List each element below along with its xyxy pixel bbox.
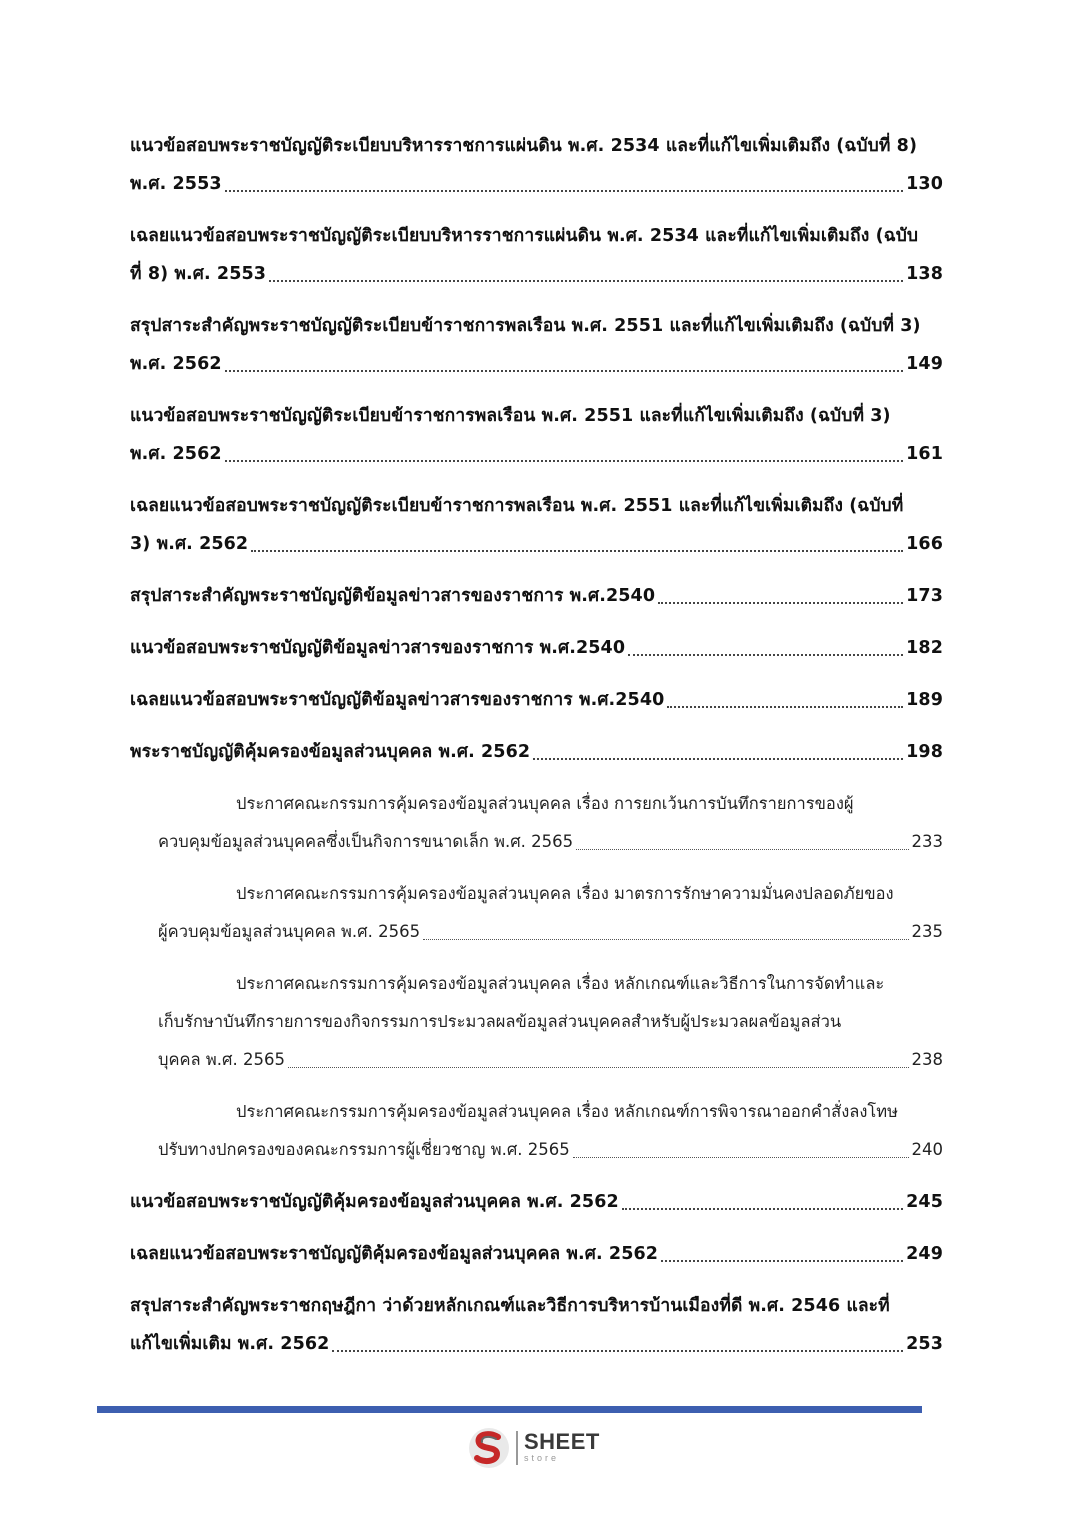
toc-entry-line (158, 1093, 943, 1131)
toc-entry-title: เก็บรักษาบันทึกรายการของกิจกรรมการประมวลผลข้อมูลส่วนบุคคลสำหรับผู้ประมวลผลข้อมูลส่วน (158, 1012, 842, 1031)
toc-entry[interactable] (130, 1183, 943, 1221)
toc-page-number: 130 (906, 174, 943, 194)
toc-entry-line (130, 127, 943, 165)
toc-entry-title: เฉลยแนวข้อสอบพระราชบัญญัติระเบียบข้าราชการพลเรือน พ.ศ. 2551 และที่แก้ไขเพิ่มเติมถึง (ฉบับที่ (130, 496, 904, 516)
toc-entry-title: พ.ศ. 2553 (130, 174, 222, 194)
toc-page-number: 245 (906, 1192, 943, 1212)
toc-leader-dots (622, 1208, 903, 1210)
toc-entry-line (130, 525, 943, 563)
toc-entry-line (158, 875, 943, 913)
toc-entry-line (130, 435, 943, 473)
toc-entry-line (130, 217, 943, 255)
toc-page-number: 189 (906, 690, 943, 710)
sheet-store-s-icon (466, 1425, 512, 1471)
toc-entry-line (130, 397, 943, 435)
toc-entry-title: พระราชบัญญัติคุ้มครองข้อมูลส่วนบุคคล พ.ศ. 2562 (130, 742, 531, 762)
logo-subtext: store (524, 1453, 560, 1463)
toc-entry-title: ประกาศคณะกรรมการคุ้มครองข้อมูลส่วนบุคคล เรื่อง มาตรการรักษาความมั่นคงปลอดภัยของ (236, 884, 894, 903)
toc-entry-line (158, 1041, 943, 1079)
toc-entry[interactable] (130, 307, 943, 383)
toc-entry[interactable] (130, 397, 943, 473)
toc-entry-title: ประกาศคณะกรรมการคุ้มครองข้อมูลส่วนบุคคล เรื่อง การยกเว้นการบันทึกรายการของผู้ (236, 794, 854, 813)
toc-leader-dots (576, 849, 908, 850)
toc-page-number: 166 (906, 534, 943, 554)
toc-page-number: 235 (911, 922, 943, 941)
toc-entry-title: เฉลยแนวข้อสอบพระราชบัญญัติระเบียบบริหารราชการแผ่นดิน พ.ศ. 2534 และที่แก้ไขเพิ่มเติมถึง (ฉบับ (130, 226, 919, 246)
toc-entry-title: แนวข้อสอบพระราชบัญญัติระเบียบบริหารราชการแผ่นดิน พ.ศ. 2534 และที่แก้ไขเพิ่มเติมถึง (ฉบับที่ 8) (130, 136, 918, 156)
toc-entry-line (130, 1325, 943, 1363)
toc-leader-dots (658, 602, 903, 604)
toc-page-number: 238 (911, 1050, 943, 1069)
toc-entry[interactable] (130, 1287, 943, 1363)
toc-entry-title: เฉลยแนวข้อสอบพระราชบัญญัติคุ้มครองข้อมูลส่วนบุคคล พ.ศ. 2562 (130, 1244, 659, 1264)
toc-entry-line (130, 733, 943, 771)
toc-entry-title: พ.ศ. 2562 (130, 354, 222, 374)
toc-leader-dots (288, 1067, 909, 1068)
toc-leader-dots (573, 1157, 909, 1158)
toc-entry[interactable] (130, 681, 943, 719)
toc-entry-title: พ.ศ. 2562 (130, 444, 222, 464)
toc-page-number: 253 (906, 1334, 943, 1354)
toc-entry[interactable] (130, 127, 943, 203)
toc-leader-dots (332, 1350, 903, 1352)
toc-entry[interactable] (130, 1235, 943, 1273)
toc-entry-line (158, 1131, 943, 1169)
toc-page-number: 240 (911, 1140, 943, 1159)
toc-entry-line (130, 1235, 943, 1273)
toc-leader-dots (423, 939, 908, 940)
toc-entry-line (130, 307, 943, 345)
toc-entry-title: สรุปสาระสำคัญพระราชบัญญัติข้อมูลข่าวสารของราชการ พ.ศ.2540 (130, 586, 656, 606)
toc-page-number: 149 (906, 354, 943, 374)
toc-page-number: 161 (906, 444, 943, 464)
toc-entry-line (130, 345, 943, 383)
toc-entry[interactable] (130, 217, 943, 293)
toc-entry-title: ควบคุมข้อมูลส่วนบุคคลซึ่งเป็นกิจการขนาดเล็ก พ.ศ. 2565 (158, 832, 574, 851)
toc-entry-title: แนวข้อสอบพระราชบัญญัติคุ้มครองข้อมูลส่วนบุคคล พ.ศ. 2562 (130, 1192, 619, 1212)
toc-page-number: 138 (906, 264, 943, 284)
toc-entry-line (158, 913, 943, 951)
footer-divider-bar (97, 1406, 922, 1413)
toc-entry-title: แนวข้อสอบพระราชบัญญัติข้อมูลข่าวสารของราชการ พ.ศ.2540 (130, 638, 626, 658)
toc-entry[interactable] (130, 629, 943, 667)
toc-entry[interactable] (130, 733, 943, 771)
logo-text: SHEET (524, 1429, 600, 1454)
toc-entry-line (130, 255, 943, 293)
toc-leader-dots (667, 706, 903, 708)
toc-entry-title: บุคคล พ.ศ. 2565 (158, 1050, 285, 1069)
logo-separator (516, 1431, 518, 1465)
sheet-store-logo (466, 1425, 626, 1471)
toc-entry-line (130, 681, 943, 719)
toc-entry-line (130, 487, 943, 525)
toc-leader-dots (225, 460, 904, 462)
toc-entry-title: แก้ไขเพิ่มเติม พ.ศ. 2562 (130, 1334, 330, 1354)
toc-leader-dots (225, 370, 904, 372)
toc-entry[interactable] (130, 577, 943, 615)
toc-entry-title: สรุปสาระสำคัญพระราชบัญญัติระเบียบข้าราชการพลเรือน พ.ศ. 2551 และที่แก้ไขเพิ่มเติมถึง (ฉบับที่ 3) (130, 316, 921, 336)
toc-entry-line (130, 1287, 943, 1325)
toc-page-number: 182 (906, 638, 943, 658)
toc-leader-dots (251, 550, 903, 552)
toc-entry-line (130, 1183, 943, 1221)
toc-entry-title: แนวข้อสอบพระราชบัญญัติระเบียบข้าราชการพลเรือน พ.ศ. 2551 และที่แก้ไขเพิ่มเติมถึง (ฉบับที่ 3) (130, 406, 891, 426)
toc-entry-title: ที่ 8) พ.ศ. 2553 (130, 264, 267, 284)
toc-leader-dots (661, 1260, 903, 1262)
toc-entry[interactable] (158, 875, 943, 951)
toc-leader-dots (225, 190, 904, 192)
toc-entry[interactable] (158, 1093, 943, 1169)
toc-leader-dots (628, 654, 903, 656)
toc-page-number: 198 (906, 742, 943, 762)
toc-leader-dots (533, 758, 903, 760)
toc-entry-line (158, 1003, 943, 1041)
toc-page-number: 173 (906, 586, 943, 606)
toc-entry-title: ประกาศคณะกรรมการคุ้มครองข้อมูลส่วนบุคคล เรื่อง หลักเกณฑ์และวิธีการในการจัดทำและ (236, 974, 885, 993)
toc-page-number: 249 (906, 1244, 943, 1264)
toc-entry-line (158, 965, 943, 1003)
toc-entry-title: สรุปสาระสำคัญพระราชกฤษฎีกา ว่าด้วยหลักเกณฑ์และวิธีการบริหารบ้านเมืองที่ดี พ.ศ. 2546 และที่ (130, 1296, 890, 1316)
toc-entry-line (158, 823, 943, 861)
toc-entry[interactable] (158, 965, 943, 1079)
toc-entry-title: ผู้ควบคุมข้อมูลส่วนบุคคล พ.ศ. 2565 (158, 922, 421, 941)
toc-entry[interactable] (130, 487, 943, 563)
toc-entry-line (130, 629, 943, 667)
toc-page-number: 233 (911, 832, 943, 851)
toc-entry-title: ปรับทางปกครองของคณะกรรมการผู้เชี่ยวชาญ พ.ศ. 2565 (158, 1140, 570, 1159)
toc-entry-title: 3) พ.ศ. 2562 (130, 534, 249, 554)
toc-entry-line (130, 165, 943, 203)
toc-entry[interactable] (158, 785, 943, 861)
toc-entry-line (130, 577, 943, 615)
toc-entry-line (158, 785, 943, 823)
toc-entry-title: เฉลยแนวข้อสอบพระราชบัญญัติข้อมูลข่าวสารของราชการ พ.ศ.2540 (130, 690, 665, 710)
toc-leader-dots (269, 280, 903, 282)
toc-entry-title: ประกาศคณะกรรมการคุ้มครองข้อมูลส่วนบุคคล เรื่อง หลักเกณฑ์การพิจารณาออกคำสั่งลงโทษ (236, 1102, 899, 1121)
